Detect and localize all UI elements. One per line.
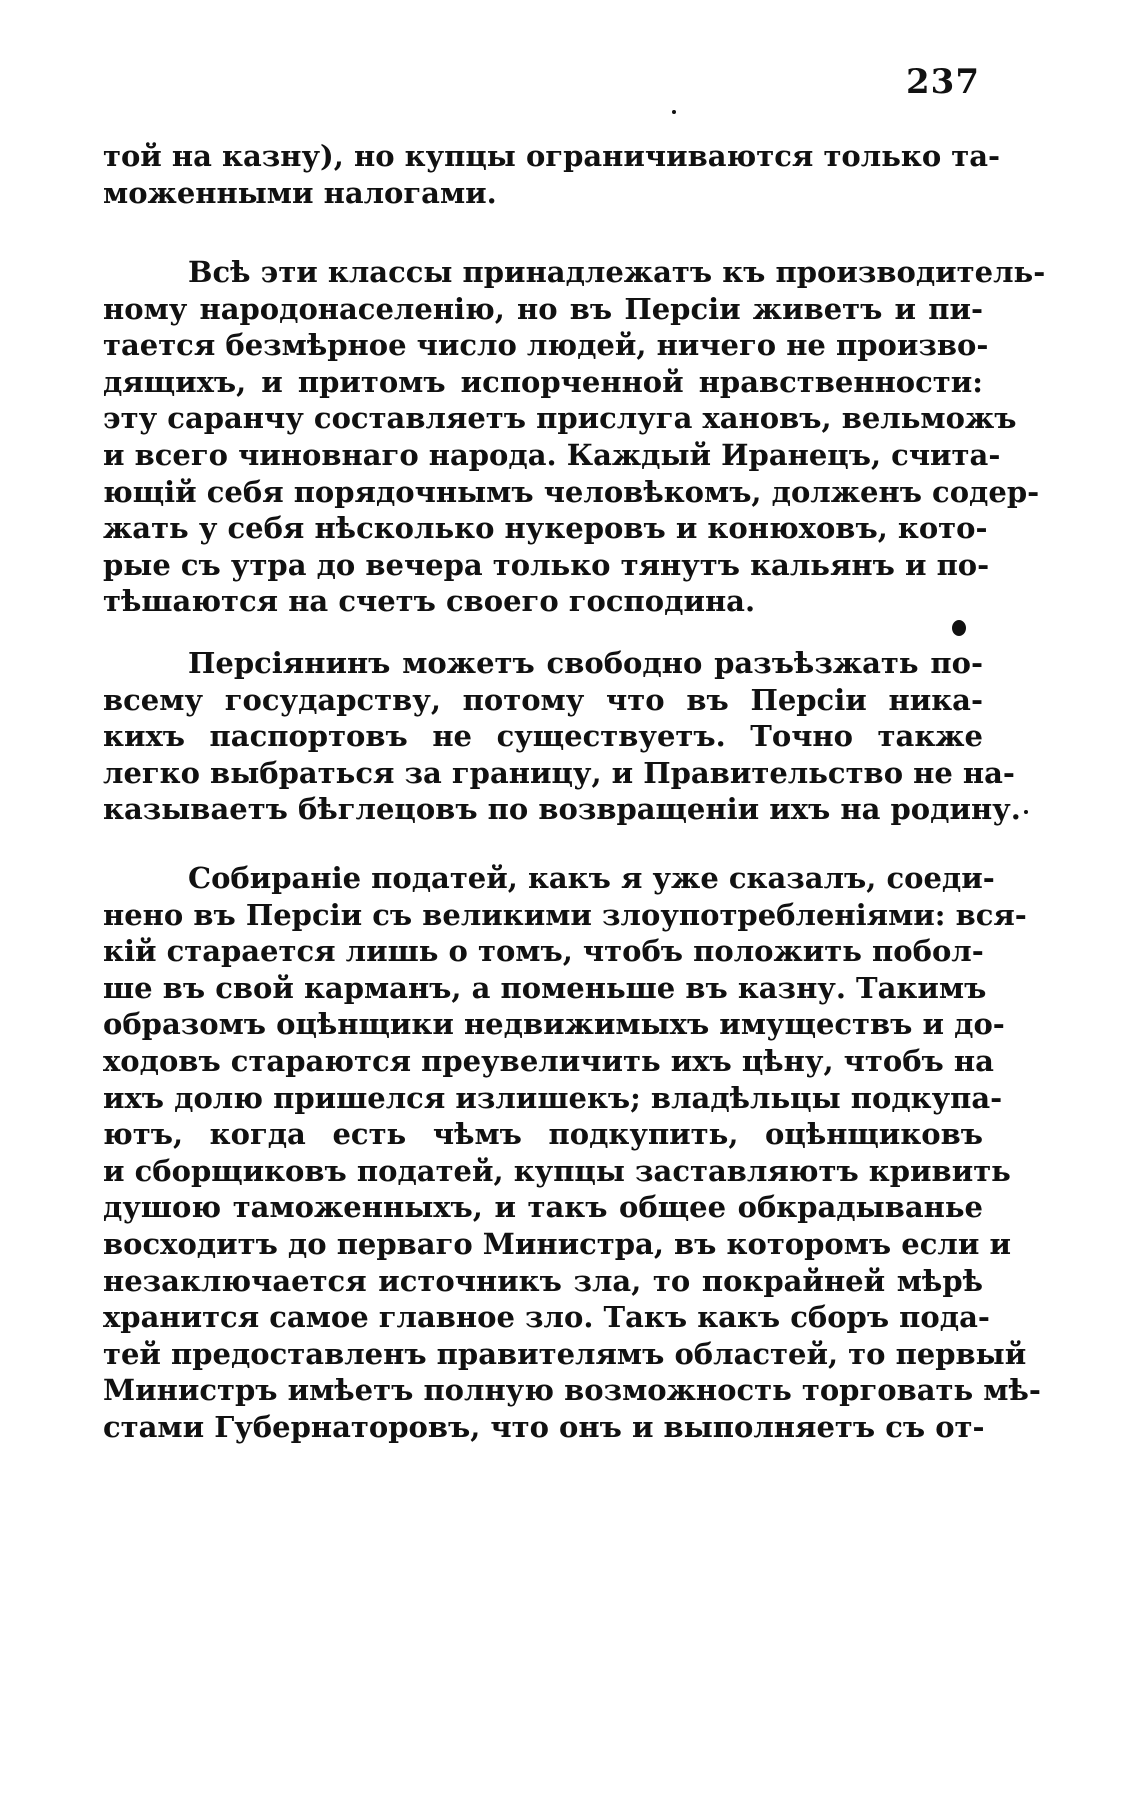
paragraph-travel <box>103 645 1021 828</box>
text-line: ходовъ стараются преувеличить ихъ цѣну, чтобъ на <box>103 1043 994 1078</box>
text-line: образомъ оцѣнщики недвижимыхъ имуществъ и до- <box>103 1007 1005 1042</box>
text-line: тѣшаются на счетъ своего господина. <box>103 584 756 619</box>
text-line: ше въ свой карманъ, а поменьше въ казну. Такимъ <box>103 970 987 1005</box>
text-line: эту саранчу составляетъ прислуга хановъ, вельможъ <box>103 401 1017 436</box>
text-line: ихъ долю пришелся излишекъ; владѣльцы подкупа- <box>103 1080 1003 1115</box>
text-line: Министръ имѣетъ полную возможность торговать мѣ- <box>103 1373 1041 1408</box>
text-line: той на казну), но купцы ограничиваются только та- <box>103 139 1001 173</box>
text-line: восходитъ до перваго Министра, въ которомъ если и <box>103 1226 1011 1261</box>
text-line: душою таможенныхъ, и такъ общее обкрадыванье <box>103 1190 983 1225</box>
text-line: кихъ паспортовъ не существуетъ. Точно также <box>103 719 983 754</box>
ink-speck <box>1024 810 1028 814</box>
text-line: рые съ утра до вечера только тянутъ кальянъ и по- <box>103 547 990 582</box>
ink-speck <box>952 620 966 636</box>
text-line: хранится самое главное зло. Такъ какъ сборъ пода- <box>103 1300 990 1335</box>
text-line: моженными налогами. <box>103 175 497 210</box>
ink-speck <box>672 110 676 114</box>
text-line: нено въ Персіи съ великими злоупотребленіями: вся- <box>103 897 1027 932</box>
text-line: незаключается источникъ зла, то покрайней мѣрѣ <box>103 1263 983 1298</box>
paragraph-classes <box>103 254 1046 620</box>
text-line: легко выбраться за границу, и Правительство не на- <box>103 755 1015 790</box>
page-number: 237 <box>906 62 980 102</box>
text-line: Всѣ эти классы принадлежатъ къ производитель- <box>188 255 1046 289</box>
text-line: ющій себя порядочнымъ человѣкомъ, долженъ содер- <box>103 474 1040 509</box>
text-line: ютъ, когда есть чѣмъ подкупить, оцѣнщиковъ <box>103 1117 983 1152</box>
text-line: всему государству, потому что въ Персіи ника- <box>103 682 983 717</box>
text-line: и всего чиновнаго народа. Каждый Иранецъ, счита- <box>103 437 1001 472</box>
text-line: дящихъ, и притомъ испорченной нравственности: <box>103 364 983 399</box>
text-line: казываетъ бѣглецовъ по возвращеніи ихъ на родину. <box>103 792 1021 827</box>
text-line: тей предоставленъ правителямъ областей, то первый <box>103 1336 1027 1371</box>
paragraph-taxes <box>103 860 1041 1446</box>
text-line: Собираніе податей, какъ я уже сказалъ, соеди- <box>188 861 995 895</box>
text-line: стами Губернаторовъ, что онъ и выполняетъ съ от- <box>103 1409 985 1444</box>
text-line: жать у себя нѣсколько нукеровъ и конюховъ, кото- <box>103 511 988 546</box>
text-line: тается безмѣрное число людей, ничего не произво- <box>103 328 989 363</box>
text-line: и сборщиковъ податей, купцы заставляютъ кривить <box>103 1153 1011 1188</box>
text-line: ному народонаселенію, но въ Персіи живетъ и пи- <box>103 291 983 326</box>
paragraph-continuation <box>103 138 1001 211</box>
text-line: кій старается лишь о томъ, чтобъ положить побол- <box>103 934 984 969</box>
text-line: Персіянинъ можетъ свободно разъѣзжать по- <box>188 646 983 680</box>
